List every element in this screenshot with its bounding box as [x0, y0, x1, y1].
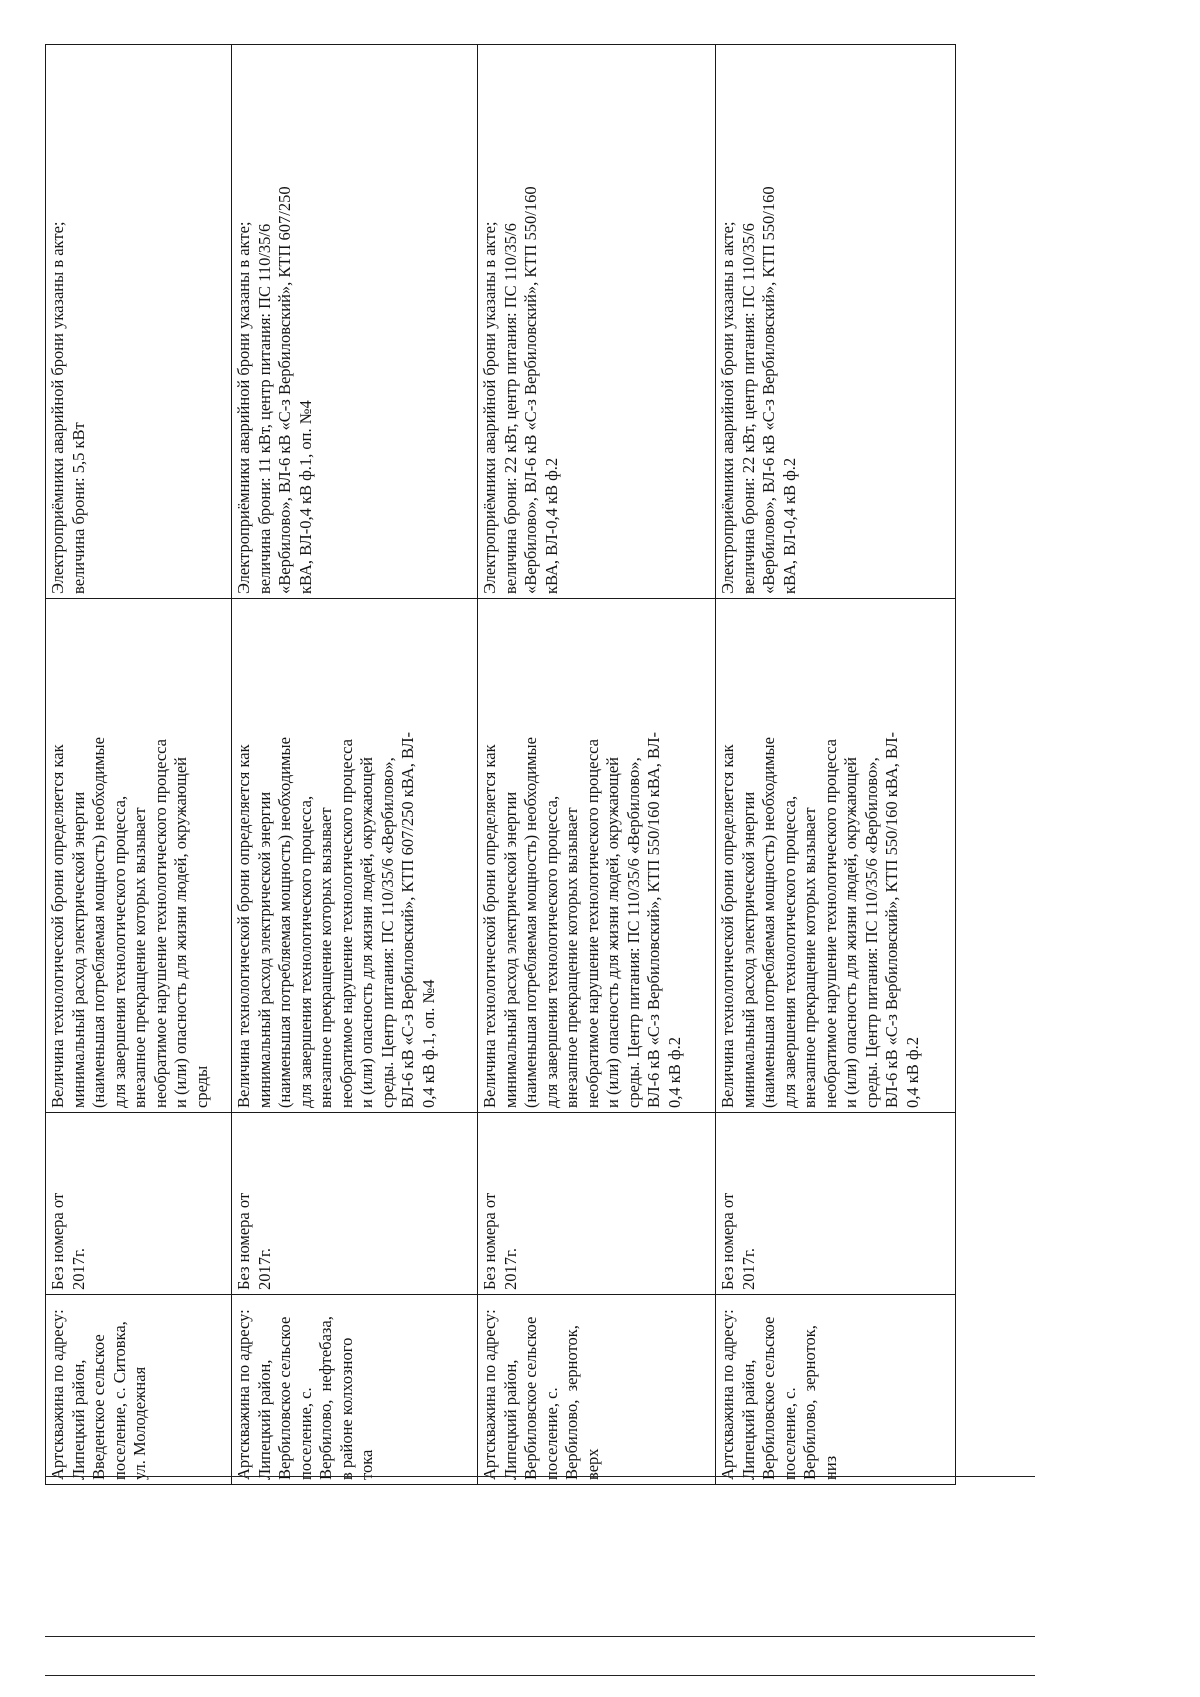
- object-address-text: Артскважина по адресу: Липецкий район, Введенское сельское поселение, с. Ситовка, ул. Молодежная: [48, 1309, 149, 1480]
- emergency-reserve-text: Электроприёмники аварийной брони указаны в акте; величина брони: 5,5 кВт: [48, 221, 88, 594]
- table-row: [478, 45, 716, 1485]
- separator-line: [45, 1636, 1035, 1637]
- emergency-reserve-cell: [232, 45, 478, 599]
- act-number-cell: [46, 1113, 232, 1295]
- emergency-reserve-cell: [46, 45, 232, 599]
- rotated-table-wrapper: [45, 45, 955, 1485]
- emergency-reserve-text: Электроприёмники аварийной брони указаны в акте; величина брони: 11 кВт, центр питания: ПС 110/35/6 «Вербилово», ВЛ-6 кВ «С-з Вербиловский», КТП 607/250 кВА, ВЛ-0,4 кВ ф.1, оп. №4: [234, 186, 315, 594]
- emergency-reserve-text: Электроприёмники аварийной брони указаны в акте; величина брони: 22 кВт, центр питания: ПС 110/35/6 «Вербилово», ВЛ-6 кВ «С-з Вербиловский», КТП 550/160 кВА, ВЛ-0,4 кВ ф.2: [480, 186, 561, 594]
- tech-reserve-cell: [716, 599, 956, 1113]
- act-number-cell: [478, 1113, 716, 1295]
- tech-reserve-cell: [232, 599, 478, 1113]
- act-number-cell: [716, 1113, 956, 1295]
- emergency-reserve-text: Электроприёмники аварийной брони указаны в акте; величина брони: 22 кВт, центр питания: ПС 110/35/6 «Вербилово», ВЛ-6 кВ «С-з Вербиловский», КТП 550/160 кВА, ВЛ-0,4 кВ ф.2: [718, 186, 799, 594]
- act-number-text: Без номера от 2017г.: [234, 1192, 274, 1290]
- act-number-text: Без номера от 2017г.: [48, 1192, 88, 1290]
- object-address-text: Артскважина по адресу: Липецкий район, Вербиловское сельское поселение, с. Вербилово, нефтебаза, в районе колхозного тока: [234, 1309, 376, 1480]
- reserve-table: [45, 44, 956, 1485]
- act-number-text: Без номера от 2017г.: [480, 1192, 520, 1290]
- table-row: [716, 45, 956, 1485]
- act-number-cell: [232, 1113, 478, 1295]
- object-address-cell: [716, 1295, 956, 1485]
- object-address-text: Артскважина по адресу: Липецкий район, Вербиловское сельское поселение, с. Вербилово, зерноток, верх: [480, 1309, 602, 1480]
- object-address-cell: [478, 1295, 716, 1485]
- object-address-text: Артскважина по адресу: Липецкий район, Вербиловское сельское поселение, с. Вербилово, зерноток, низ: [718, 1309, 840, 1480]
- tech-reserve-cell: [478, 599, 716, 1113]
- tech-reserve-text: Величина технологической брони определяется как минимальный расход электрической энергии (наименьшая потребляемая мощность) необходимые для завершения технологического процесса, внезапное прекращение которых вызывает необратимое нарушение технологического процесса и (или) опасность для жизни людей, окружающей среды. Центр питания: ПС 110/35/6 «Вербилово», ВЛ-6 кВ «С-з Вербиловский», КТП 550/160 кВА, ВЛ- 0,4 кВ ф.2: [718, 731, 922, 1108]
- separator-line: [45, 1675, 1035, 1676]
- object-address-cell: [232, 1295, 478, 1485]
- tech-reserve-text: Величина технологической брони определяется как минимальный расход электрической энергии (наименьшая потребляемая мощность) необходимые для завершения технологического процесса, внезапное прекращение которых вызывает необратимое нарушение технологического процесса и (или) опасность для жизни людей, окружающей среды. Центр питания: ПС 110/35/6 «Вербилово», ВЛ-6 кВ «С-з Вербиловский», КТП 607/250 кВА, ВЛ- 0,4 кВ ф.1, оп. №4: [234, 731, 438, 1108]
- table-row: [46, 45, 232, 1485]
- act-number-text: Без номера от 2017г.: [718, 1192, 758, 1290]
- object-address-cell: [46, 1295, 232, 1485]
- emergency-reserve-cell: [716, 45, 956, 599]
- emergency-reserve-cell: [478, 45, 716, 599]
- tech-reserve-text: Величина технологической брони определяется как минимальный расход электрической энергии (наименьшая потребляемая мощность) необходимые для завершения технологического процесса, внезапное прекращение которых вызывает необратимое нарушение технологического процесса и (или) опасность для жизни людей, окружающей среды. Центр питания: ПС 110/35/6 «Вербилово», ВЛ-6 кВ «С-з Вербиловский», КТП 550/160 кВА, ВЛ- 0,4 кВ ф.2: [480, 731, 684, 1108]
- tech-reserve-cell: [46, 599, 232, 1113]
- separator-line: [45, 1476, 1035, 1477]
- table-row: [232, 45, 478, 1485]
- tech-reserve-text: Величина технологической брони определяется как минимальный расход электрической энергии (наименьшая потребляемая мощность) необходимые для завершения технологического процесса, внезапное прекращение которых вызывает необратимое нарушение технологического процесса и (или) опасность для жизни людей, окружающей среды: [48, 737, 211, 1108]
